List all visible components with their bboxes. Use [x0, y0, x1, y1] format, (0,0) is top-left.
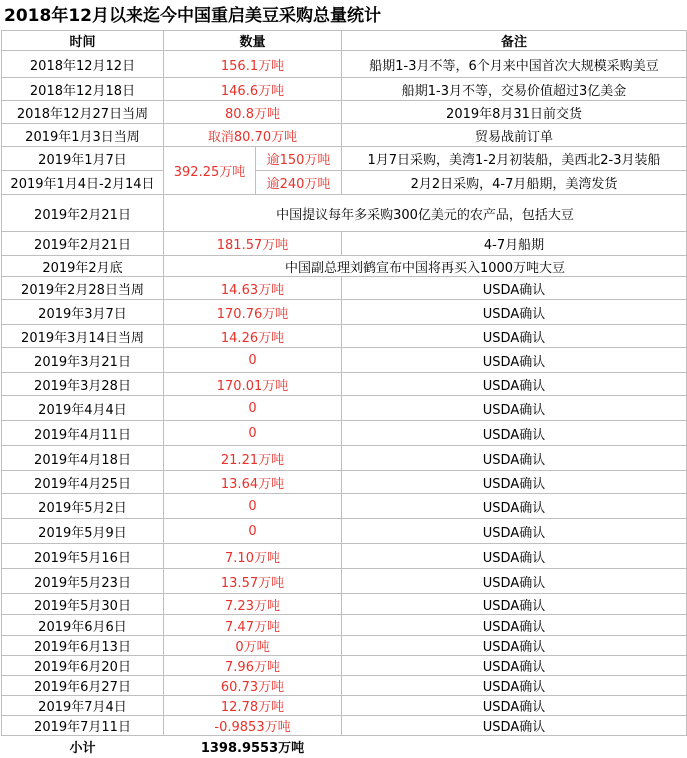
note-cell: USDA确认 [342, 696, 687, 716]
time-cell: 2019年5月30日 [2, 594, 164, 615]
note-cell: USDA确认 [342, 594, 687, 615]
qty-cell: 0 [164, 396, 342, 421]
time-cell: 2019年5月2日 [2, 494, 164, 519]
time-cell: 2019年6月20日 [2, 656, 164, 676]
note-cell: USDA确认 [342, 615, 687, 636]
time-cell: 2019年2月28日当周 [2, 277, 164, 300]
qty-cell: 146.6万吨 [164, 78, 342, 101]
total-value: 1398.9553万吨 [200, 741, 305, 757]
table-row [2, 232, 687, 256]
note-cell: 中国提议每年多采购300亿美元的农产品，包括大豆 [164, 195, 687, 232]
table-row [2, 569, 687, 594]
qty-cell: 181.57万吨 [164, 232, 342, 256]
table-row [2, 373, 687, 396]
qty-cell: 0 [164, 421, 342, 446]
qty-cell: 13.57万吨 [164, 569, 342, 594]
table-row [2, 594, 687, 615]
note-cell: USDA确认 [342, 676, 687, 696]
qty-cell: 7.96万吨 [164, 656, 342, 676]
total-row [2, 736, 687, 758]
time-cell: 2019年4月25日 [2, 471, 164, 494]
qty-cell: 7.47万吨 [164, 615, 342, 636]
note-cell: 中国副总理刘鹤宣布中国将再买入1000万吨大豆 [164, 256, 687, 277]
qty-cell: 14.26万吨 [164, 325, 342, 348]
time-cell: 2019年7月4日 [2, 696, 164, 716]
note-cell: USDA确认 [342, 494, 687, 519]
note-cell: USDA确认 [342, 656, 687, 676]
qty-cell: 21.21万吨 [164, 446, 342, 471]
note-cell: USDA确认 [342, 446, 687, 471]
header-qty: 数量 [164, 31, 342, 51]
note-cell: USDA确认 [342, 348, 687, 373]
time-cell: 2019年7月11日 [2, 716, 164, 736]
total-note-empty [342, 736, 687, 758]
time-cell: 2019年1月3日当周 [2, 124, 164, 147]
table-row [2, 396, 687, 421]
time-cell: 2019年4月18日 [2, 446, 164, 471]
table-row [2, 277, 687, 300]
header-note: 备注 [342, 31, 687, 51]
table-row [2, 101, 687, 124]
qty-cell: 0 [164, 494, 342, 519]
table-row [2, 716, 687, 736]
time-cell: 2019年5月16日 [2, 544, 164, 569]
table-row [2, 325, 687, 348]
qty-cell: 0 [164, 519, 342, 544]
note-cell: USDA确认 [342, 519, 687, 544]
qty-total-cell: 392.25万吨 [164, 147, 256, 195]
qty-cell: 12.78万吨 [164, 696, 342, 716]
table-row [2, 124, 687, 147]
qty-cell: 逾150万吨 [256, 147, 342, 171]
note-cell: USDA确认 [342, 716, 687, 736]
soybean-purchase-table [1, 30, 687, 758]
note-cell: 贸易战前订单 [342, 124, 687, 147]
qty-cell: 170.76万吨 [164, 300, 342, 325]
time-cell: 2019年2月21日 [2, 232, 164, 256]
qty-cell: 60.73万吨 [164, 676, 342, 696]
table-row [2, 544, 687, 569]
table-row [2, 636, 687, 656]
table-row [2, 78, 687, 101]
note-cell: USDA确认 [342, 373, 687, 396]
time-cell: 2019年1月7日 [2, 147, 164, 171]
qty-cell: 逾240万吨 [256, 171, 342, 195]
note-cell: USDA确认 [342, 569, 687, 594]
time-cell: 2019年6月13日 [2, 636, 164, 656]
table-row [2, 471, 687, 494]
note-cell: 1月7日采购，美湾1-2月初装船，美西北2-3月装船 [342, 147, 687, 171]
header-time: 时间 [2, 31, 164, 51]
time-cell: 2019年3月14日当周 [2, 325, 164, 348]
table-row [2, 300, 687, 325]
time-cell: 2018年12月27日当周 [2, 101, 164, 124]
table-row [2, 519, 687, 544]
qty-cell: 170.01万吨 [164, 373, 342, 396]
time-cell: 2019年6月6日 [2, 615, 164, 636]
page-title: 2018年12月以来迄今中国重启美豆采购总量统计 [4, 6, 381, 26]
table-row [2, 195, 687, 232]
note-cell: USDA确认 [342, 421, 687, 446]
table-row [2, 421, 687, 446]
table-row [2, 256, 687, 277]
time-cell: 2019年1月4日-2月14日 [2, 171, 164, 195]
note-cell: 2019年8月31日前交货 [342, 101, 687, 124]
table-row [2, 348, 687, 373]
note-cell: USDA确认 [342, 277, 687, 300]
qty-cell: 0万吨 [164, 636, 342, 656]
time-cell: 2018年12月18日 [2, 78, 164, 101]
note-cell: USDA确认 [342, 300, 687, 325]
time-cell: 2018年12月12日 [2, 51, 164, 78]
header-row [2, 31, 687, 51]
time-cell: 2019年4月11日 [2, 421, 164, 446]
time-cell: 2019年6月27日 [2, 676, 164, 696]
note-cell: USDA确认 [342, 396, 687, 421]
time-cell: 2019年4月4日 [2, 396, 164, 421]
time-cell: 2019年3月7日 [2, 300, 164, 325]
qty-cell: 13.64万吨 [164, 471, 342, 494]
table-row [2, 676, 687, 696]
table-row [2, 696, 687, 716]
note-cell: 船期1-3月不等，交易价值超过3亿美金 [342, 78, 687, 101]
note-cell: USDA确认 [342, 544, 687, 569]
qty-cell: 156.1万吨 [164, 51, 342, 78]
note-cell: USDA确认 [342, 471, 687, 494]
qty-cell: 14.63万吨 [164, 277, 342, 300]
table-row [2, 171, 687, 195]
note-cell: USDA确认 [342, 325, 687, 348]
note-cell: 船期1-3月不等，6个月来中国首次大规模采购美豆 [342, 51, 687, 78]
time-cell: 2019年5月9日 [2, 519, 164, 544]
qty-cell: 7.23万吨 [164, 594, 342, 615]
table-row [2, 656, 687, 676]
table-row [2, 615, 687, 636]
time-cell: 2019年3月21日 [2, 348, 164, 373]
note-cell: 2月2日采购，4-7月船期，美湾发货 [342, 171, 687, 195]
qty-cell: 80.8万吨 [164, 101, 342, 124]
time-cell: 2019年2月21日 [2, 195, 164, 232]
table-row [2, 494, 687, 519]
qty-cell: -0.9853万吨 [164, 716, 342, 736]
table-row [2, 51, 687, 78]
table-row [2, 147, 687, 171]
qty-cell: 7.10万吨 [164, 544, 342, 569]
time-cell: 2019年5月23日 [2, 569, 164, 594]
qty-cell: 0 [164, 348, 342, 373]
time-cell: 2019年2月底 [2, 256, 164, 277]
time-cell: 2019年3月28日 [2, 373, 164, 396]
total-label: 小计 [69, 741, 96, 757]
note-cell: USDA确认 [342, 636, 687, 656]
table-row [2, 446, 687, 471]
note-cell: 4-7月船期 [342, 232, 687, 256]
qty-cell: 取消80.70万吨 [164, 124, 342, 147]
